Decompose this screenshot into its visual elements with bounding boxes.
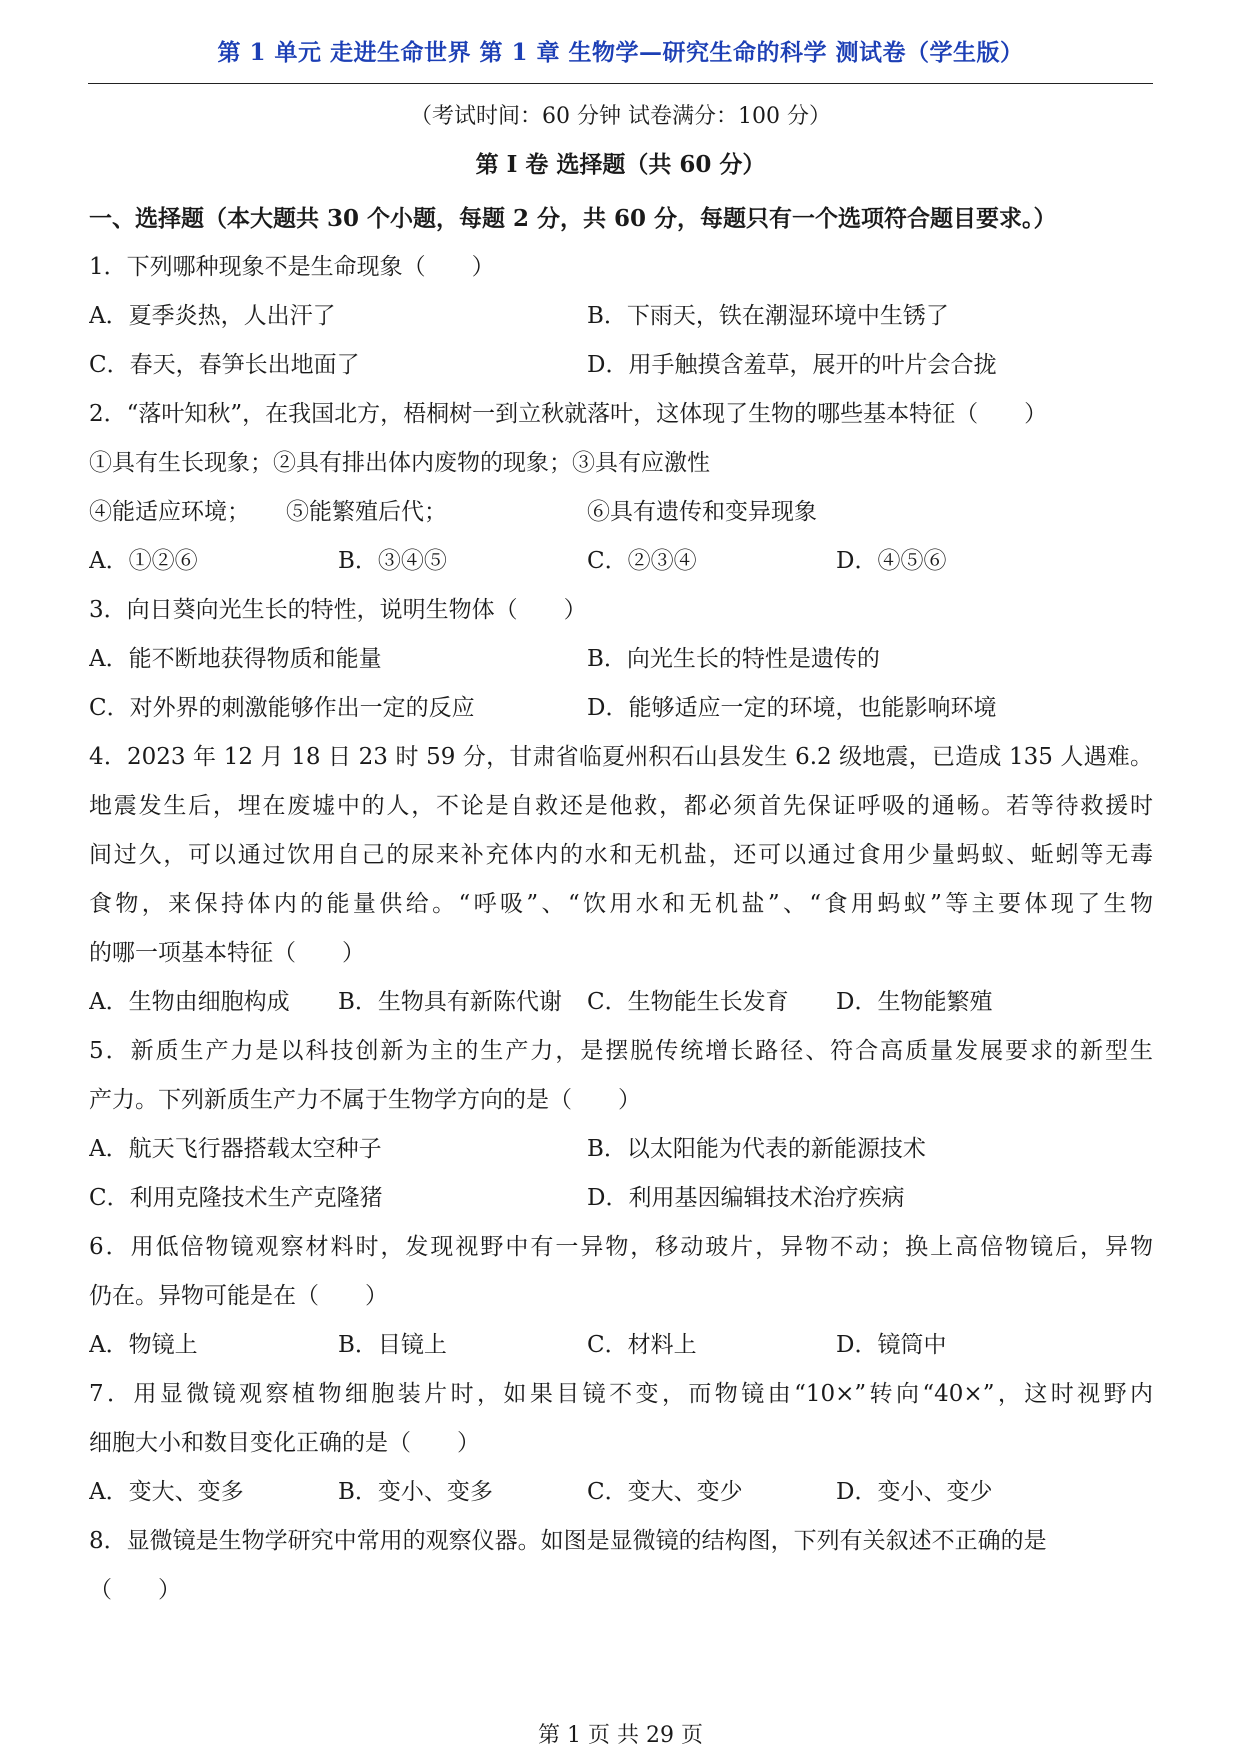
question-6-option-c: C．材料上 bbox=[587, 1332, 697, 1358]
question-2-statements-1: ①具有生长现象；②具有排出体内废物的现象；③具有应激性 bbox=[89, 450, 710, 476]
question-2-option-c: C．②③④ bbox=[587, 548, 697, 574]
question-6-option-a: A．物镜上 bbox=[89, 1332, 198, 1358]
section-instructions: 一、选择题（本大题共 30 个小题，每题 2 分，共 60 分，每题只有一个选项符合题目要求。） bbox=[89, 205, 1057, 232]
question-2-options bbox=[89, 537, 1153, 586]
question-4-options bbox=[89, 978, 1153, 1027]
question-1-options-row-1 bbox=[89, 292, 1153, 341]
question-4-stem-line-1: 4．2023 年 12 月 18 日 23 时 59 分，甘肃省临夏州积石山县发生 6.2 级地震，已造成 135 人遇难。 bbox=[89, 744, 1153, 770]
question-2-statement-5: ⑤能繁殖后代； bbox=[286, 499, 447, 525]
question-2-option-d: D．④⑤⑥ bbox=[836, 548, 947, 574]
question-1-options-row-2 bbox=[89, 341, 1153, 390]
question-5-options-row-2 bbox=[89, 1174, 1153, 1223]
header-divider bbox=[88, 83, 1153, 84]
question-2-stem: 2．“落叶知秋”，在我国北方，梧桐树一到立秋就落叶，这体现了生物的哪些基本特征（ ） bbox=[89, 401, 1048, 427]
question-2-statement-4: ④能适应环境； bbox=[89, 499, 250, 525]
question-5-option-c: C．利用克隆技术生产克隆猪 bbox=[89, 1185, 383, 1211]
question-5-option-b: B．以太阳能为代表的新能源技术 bbox=[587, 1136, 926, 1162]
question-8-stem-line-2: （ ） bbox=[89, 1577, 181, 1603]
question-2-statements-2 bbox=[89, 488, 1153, 537]
question-4-option-d: D．生物能繁殖 bbox=[836, 989, 993, 1015]
document-header-title: 第 1 单元 走进生命世界 第 1 章 生物学—研究生命的科学 测试卷（学生版） bbox=[217, 39, 1024, 66]
question-7-stem-line-2: 细胞大小和数目变化正确的是（ ） bbox=[89, 1430, 480, 1456]
question-7-option-a: A．变大、变多 bbox=[89, 1479, 244, 1505]
question-1-option-a: A．夏季炎热，人出汗了 bbox=[89, 303, 336, 329]
question-3-option-c: C．对外界的刺激能够作出一定的反应 bbox=[89, 695, 475, 721]
question-6-options bbox=[89, 1321, 1153, 1370]
question-7-option-d: D．变小、变少 bbox=[836, 1479, 993, 1505]
exam-info: （考试时间：60 分钟 试卷满分：100 分） bbox=[410, 104, 831, 129]
question-6-stem-line-2: 仍在。异物可能是在（ ） bbox=[89, 1283, 388, 1309]
question-7-options bbox=[89, 1468, 1153, 1517]
question-4-stem-line-5: 的哪一项基本特征（ ） bbox=[89, 940, 365, 966]
question-7-option-c: C．变大、变少 bbox=[587, 1479, 743, 1505]
question-3-options-row-2 bbox=[89, 684, 1153, 733]
question-3-option-b: B．向光生长的特性是遗传的 bbox=[587, 646, 880, 672]
question-4-option-b: B．生物具有新陈代谢 bbox=[338, 989, 562, 1015]
question-5-options-row-1 bbox=[89, 1125, 1153, 1174]
question-5-stem-line-1: 5．新质生产力是以科技创新为主的生产力，是摆脱传统增长路径、符合高质量发展要求的新型生 bbox=[89, 1038, 1153, 1064]
question-6-option-b: B．目镜上 bbox=[338, 1332, 447, 1358]
question-4-stem-line-4: 食物，来保持体内的能量供给。“呼吸”、“饮用水和无机盐”、“食用蚂蚁”等主要体现了生物 bbox=[89, 891, 1153, 917]
question-5-option-a: A．航天飞行器搭载太空种子 bbox=[89, 1136, 382, 1162]
question-7-stem-line-1: 7．用显微镜观察植物细胞装片时，如果目镜不变，而物镜由“10×”转向“40×”，这时视野内 bbox=[89, 1381, 1153, 1407]
question-4-option-a: A．生物由细胞构成 bbox=[89, 989, 290, 1015]
question-1-option-b: B．下雨天，铁在潮湿环境中生锈了 bbox=[587, 303, 949, 329]
section-title: 第 I 卷 选择题（共 60 分） bbox=[475, 151, 766, 178]
question-8-stem-line-1: 8．显微镜是生物学研究中常用的观察仪器。如图是显微镜的结构图，下列有关叙述不正确的是 bbox=[89, 1528, 1047, 1554]
question-6-stem-line-1: 6．用低倍物镜观察材料时，发现视野中有一异物，移动玻片，异物不动；换上高倍物镜后，异物 bbox=[89, 1234, 1153, 1260]
question-6-option-d: D．镜筒中 bbox=[836, 1332, 947, 1358]
question-2-option-b: B．③④⑤ bbox=[338, 548, 447, 574]
question-1-option-c: C．春天，春笋长出地面了 bbox=[89, 352, 360, 378]
question-5-stem-line-2: 产力。下列新质生产力不属于生物学方向的是（ ） bbox=[89, 1087, 641, 1113]
question-4-option-c: C．生物能生长发育 bbox=[587, 989, 789, 1015]
question-3-options-row-1 bbox=[89, 635, 1153, 684]
question-5-option-d: D．利用基因编辑技术治疗疾病 bbox=[587, 1185, 905, 1211]
question-2-statement-6: ⑥具有遗传和变异现象 bbox=[587, 499, 817, 525]
page-number-footer: 第 1 页 共 29 页 bbox=[538, 1723, 703, 1748]
question-content bbox=[89, 194, 1153, 1615]
question-3-option-a: A．能不断地获得物质和能量 bbox=[89, 646, 382, 672]
question-3-option-d: D．能够适应一定的环境，也能影响环境 bbox=[587, 695, 997, 721]
question-2-option-a: A．①②⑥ bbox=[89, 548, 198, 574]
question-1-stem: 1．下列哪种现象不是生命现象（ ） bbox=[89, 254, 495, 280]
question-7-option-b: B．变小、变多 bbox=[338, 1479, 493, 1505]
question-1-option-d: D．用手触摸含羞草，展开的叶片会合拢 bbox=[587, 352, 997, 378]
question-4-stem-line-3: 间过久，可以通过饮用自己的尿来补充体内的水和无机盐，还可以通过食用少量蚂蚁、蚯蚓等无毒 bbox=[89, 842, 1153, 868]
question-4-stem-line-2: 地震发生后，埋在废墟中的人，不论是自救还是他救，都必须首先保证呼吸的通畅。若等待救援时 bbox=[89, 793, 1153, 819]
question-3-stem: 3．向日葵向光生长的特性，说明生物体（ ） bbox=[89, 597, 587, 623]
